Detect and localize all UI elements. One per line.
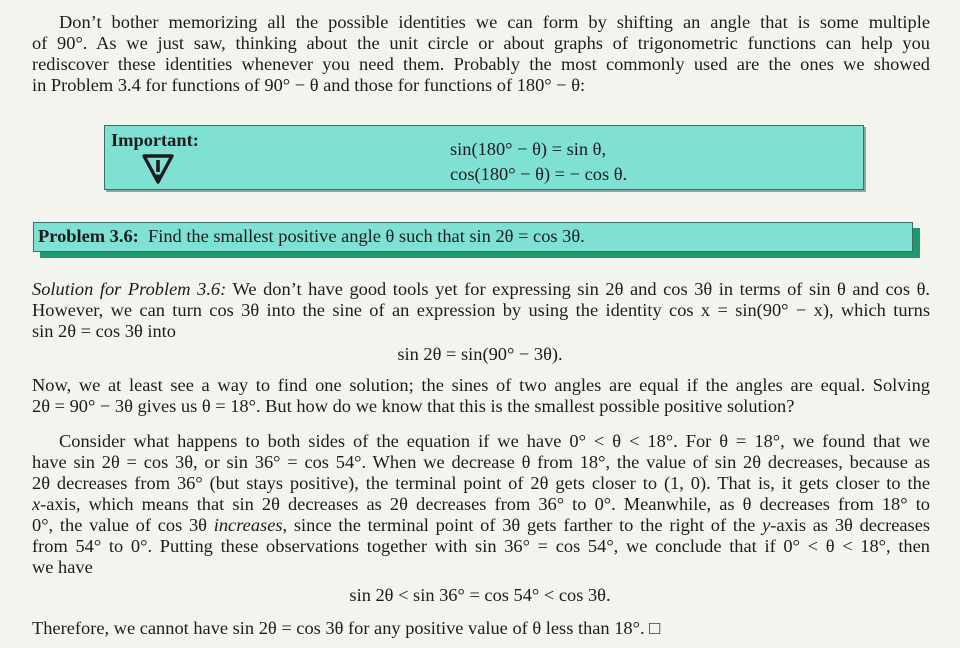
problem-text: Find the smallest positive angle θ such that sin 2θ = cos 3θ. bbox=[148, 226, 585, 246]
solution-line-1 bbox=[32, 279, 930, 300]
para3-line-5-a: 0°, the value of cos 3θ bbox=[32, 515, 214, 535]
problem-label: Problem 3.6: bbox=[38, 226, 139, 246]
solution-line-3: sin 2θ = cos 3θ into bbox=[32, 321, 176, 341]
qed-symbol: □ bbox=[649, 618, 661, 638]
conclusion bbox=[32, 618, 930, 639]
para3-line-2: have sin 2θ = cos 3θ, or sin 36° = cos 54°. When we decrease θ from 18°, the value of sin 2θ decreases, because as bbox=[32, 452, 930, 472]
para3-line-3: 2θ decreases from 36° (but stays positive), the terminal point of 2θ gets closer to (1, 0). That is, it gets closer to the bbox=[32, 473, 930, 493]
para3-line-1: Consider what happens to both sides of the equation if we have 0° < θ < 18°. For θ = 18°, we found that we bbox=[59, 431, 930, 451]
display-equation-2: sin 2θ < sin 36° = cos 54° < cos 3θ. bbox=[349, 585, 611, 605]
para3-line-4-text: -axis, which means that sin 2θ decreases as 2θ decreases from 36° to 0°. Meanwhile, as θ decreases from 18° to bbox=[40, 494, 930, 514]
problem-statement bbox=[38, 226, 585, 247]
display-equation-1: sin 2θ = sin(90° − 3θ). bbox=[397, 344, 563, 364]
exclamation-triangle-icon bbox=[141, 153, 175, 190]
solution-line-2: However, we can turn cos 3θ into the sine of an expression by using the identity cos x = sin(90° − x), which turns bbox=[32, 300, 930, 320]
problem-box bbox=[33, 222, 913, 252]
para3-line-5-c: -axis as 3θ decreases bbox=[770, 515, 931, 535]
para3-line-6: from 54° to 0°. Putting these observations together with sin 36° = cos 54°, we conclude that if 0° < θ < 18°, then bbox=[32, 536, 930, 556]
intro-line-3: rediscover these identities whenever you need them. Probably the most commonly used are the ones we showed bbox=[32, 54, 930, 74]
intro-line-4: in Problem 3.4 for functions of 90° − θ and those for functions of 180° − θ: bbox=[32, 75, 586, 95]
intro-line-2: of 90°. As we just saw, thinking about the unit circle or about graphs of trigonometric functions can help you bbox=[32, 33, 930, 53]
solution-paragraph-2 bbox=[32, 375, 930, 417]
para3-line-7: we have bbox=[32, 557, 93, 577]
solution-label: Solution for Problem 3.6: bbox=[32, 279, 227, 299]
conclusion-text: Therefore, we cannot have sin 2θ = cos 3θ for any positive value of θ less than 18°. bbox=[32, 618, 645, 638]
important-box bbox=[104, 125, 864, 190]
important-label: Important: bbox=[111, 130, 199, 150]
y-variable: y bbox=[762, 515, 771, 535]
para3-line-5 bbox=[32, 515, 930, 536]
identity-sin: sin(180° − θ) = sin θ, bbox=[450, 139, 607, 159]
solution-paragraph-1 bbox=[32, 279, 930, 342]
important-identities bbox=[450, 137, 627, 187]
increases-emphasis: increases bbox=[213, 515, 283, 535]
para2-line-2: 2θ = 90° − 3θ gives us θ = 18°. But how do we know that this is the smallest possible positive solution? bbox=[32, 396, 795, 416]
solution-paragraph-3 bbox=[32, 431, 930, 578]
identity-cos: cos(180° − θ) = − cos θ. bbox=[450, 164, 628, 184]
conclusion-line bbox=[32, 618, 930, 639]
x-variable: x bbox=[32, 494, 41, 514]
solution-line-1-text: We don’t have good tools yet for expressing sin 2θ and cos 3θ in terms of sin θ and cos θ. bbox=[226, 279, 930, 299]
para3-line-5-b: , since the terminal point of 3θ gets farther to the right of the bbox=[282, 515, 763, 535]
para3-line-4 bbox=[32, 494, 930, 515]
intro-paragraph bbox=[32, 12, 930, 96]
intro-line-1: Don’t bother memorizing all the possible identities we can form by shifting an angle that is some multiple bbox=[59, 12, 930, 32]
para2-line-1: Now, we at least see a way to find one solution; the sines of two angles are equal if the angles are equal. Solving bbox=[32, 375, 930, 395]
